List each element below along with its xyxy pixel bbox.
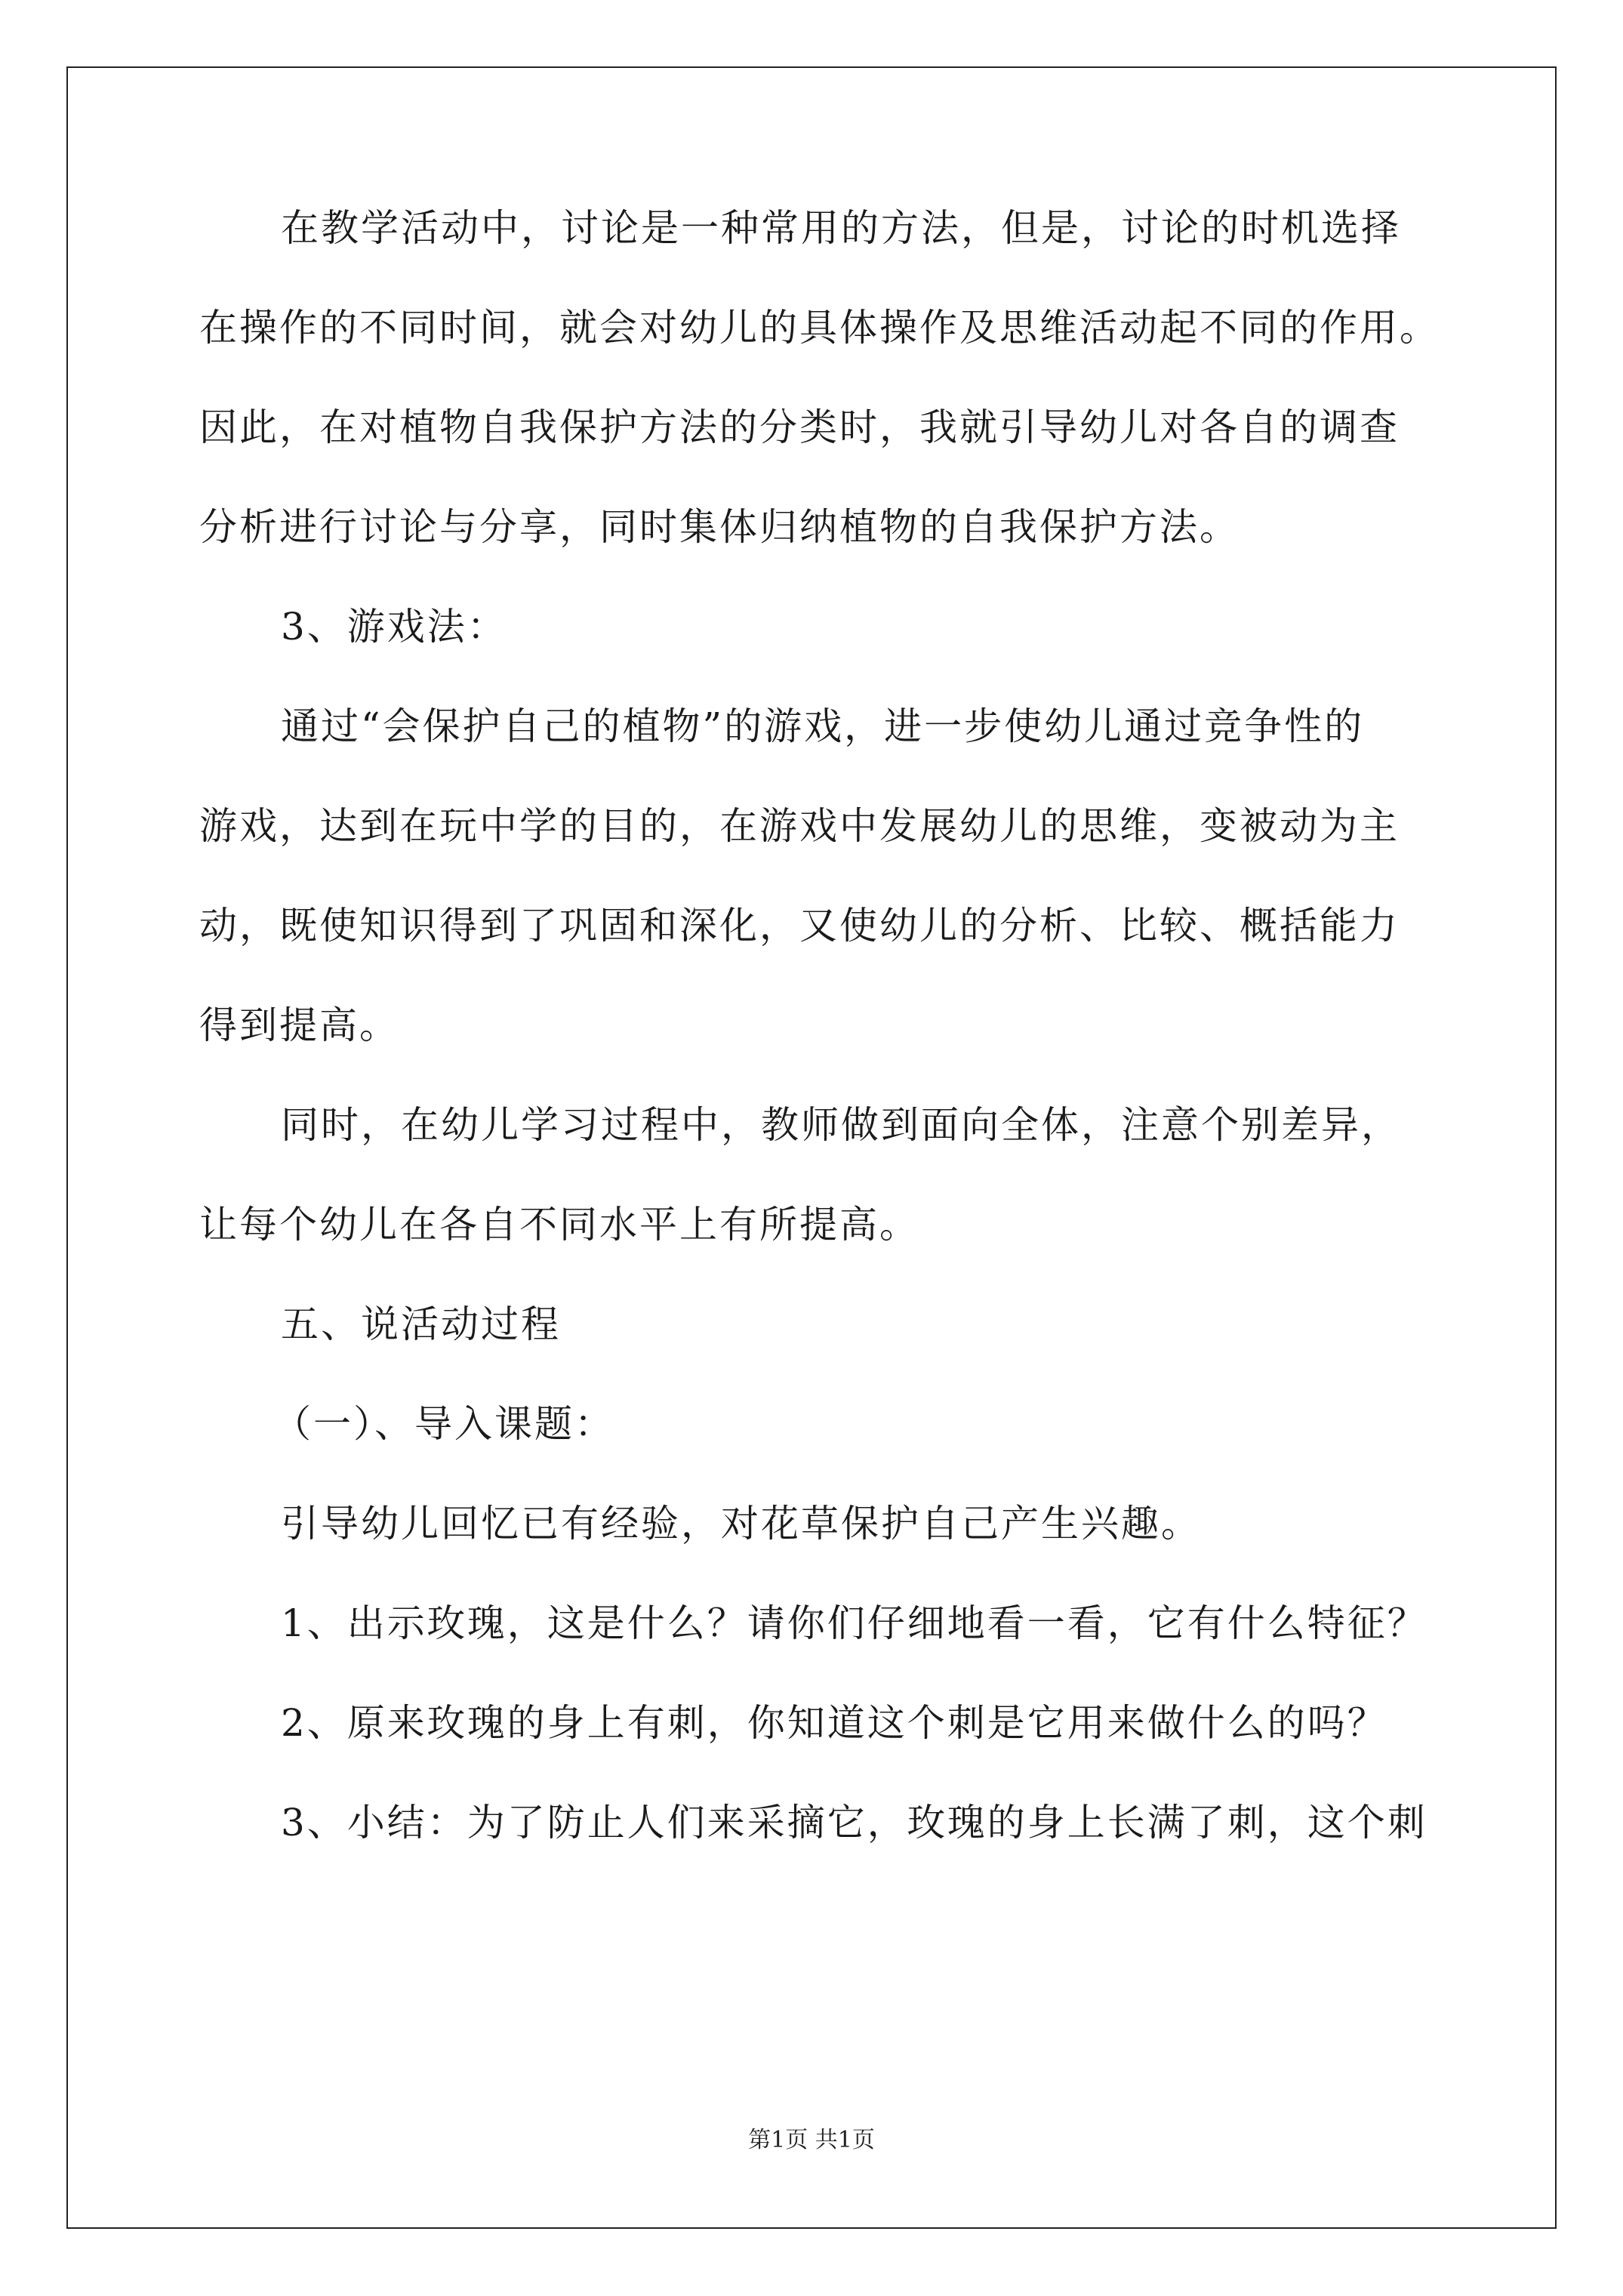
list-item: 2、原来玫瑰的身上有刺，你知道这个刺是它用来做什么的吗？ (281, 1701, 1387, 1745)
list-item: 3、小结：为了防止人们来采摘它，玫瑰的身上长满了刺，这个刺 (281, 1801, 1427, 1845)
paragraph-line: 在操作的不同时间，就会对幼儿的具体操作及思维活动起不同的作用。 (199, 306, 1440, 350)
section-heading: 五、说活动过程 (281, 1302, 561, 1346)
paragraph-line: 得到提高。 (199, 1003, 399, 1047)
paragraph-line: 动，既使知识得到了巩固和深化，又使幼儿的分析、比较、概括能力 (199, 904, 1400, 948)
paragraph-line: 通过“会保护自己的植物”的游戏，进一步使幼儿通过竞争性的 (281, 704, 1365, 748)
paragraph-line: 因此，在对植物自我保护方法的分类时，我就引导幼儿对各自的调查 (199, 405, 1400, 449)
paragraph-line: 引导幼儿回忆已有经验，对花草保护自己产生兴趣。 (281, 1502, 1201, 1546)
paragraph-line: 让每个幼儿在各自不同水平上有所提高。 (199, 1203, 919, 1247)
paragraph-line: 分析进行讨论与分享，同时集体归纳植物的自我保护方法。 (199, 505, 1240, 549)
paragraph-line: 同时，在幼儿学习过程中，教师做到面向全体，注意个别差异， (281, 1103, 1401, 1147)
paragraph-line: 游戏，达到在玩中学的目的，在游戏中发展幼儿的思维，变被动为主 (199, 804, 1400, 848)
page-number: 第1页 共1页 (748, 2127, 875, 2153)
list-item: 1、出示玫瑰，这是什么？请你们仔细地看一看，它有什么特征？ (281, 1601, 1427, 1645)
subsection-heading: （一）、导入课题： (273, 1402, 614, 1446)
section-heading: 3、游戏法： (281, 605, 507, 649)
paragraph-line: 在教学活动中，讨论是一种常用的方法，但是，讨论的时机选择 (281, 206, 1401, 250)
